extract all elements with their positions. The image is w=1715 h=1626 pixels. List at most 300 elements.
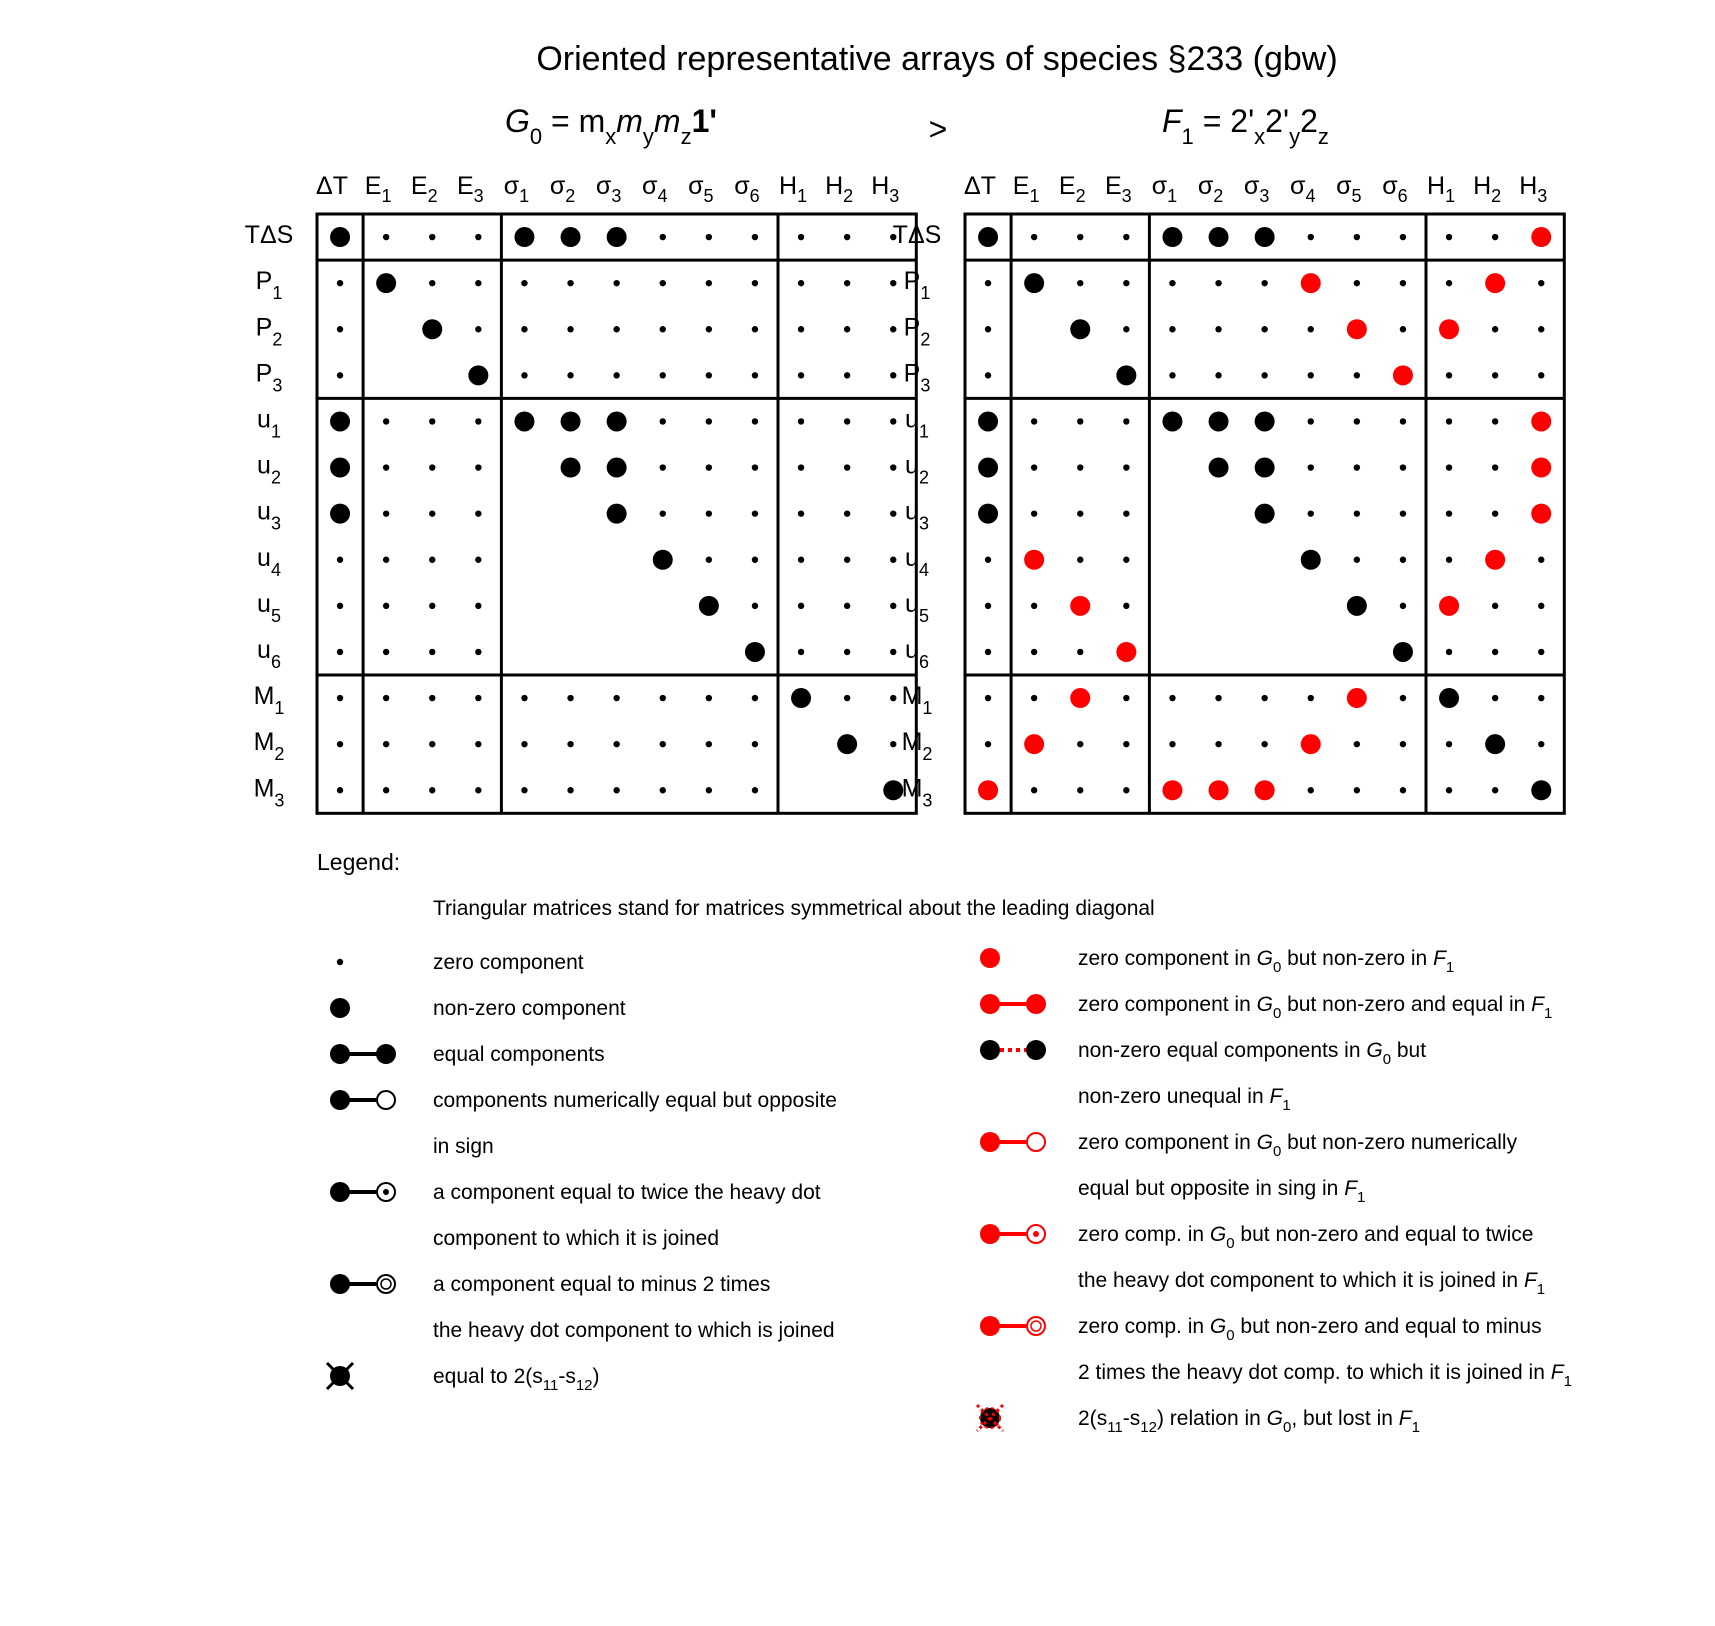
relation-symbol: > <box>928 111 948 147</box>
nonzero-component-dot <box>330 227 350 247</box>
zero-component-dot <box>1031 603 1037 609</box>
nonzero-component-dot <box>1347 596 1367 616</box>
column-header: $H_2$ <box>825 172 854 206</box>
zero-component-dot <box>613 787 619 793</box>
zero-component-dot <box>567 741 573 747</box>
legend-text: $2(s_{11}-s_{12})$ relation in $G_0$, but lost in $F_1$ <box>1078 1407 1420 1436</box>
legend <box>317 849 1572 1436</box>
column-header: ΔT <box>316 172 349 200</box>
group-label-f1 <box>1162 103 1329 149</box>
zero-component-dot <box>1538 741 1544 747</box>
row-header: $P_2$ <box>255 313 283 350</box>
zero-component-dot <box>383 464 389 470</box>
zero-component-dot <box>844 234 850 240</box>
zero-component-dot <box>985 741 991 747</box>
legend-text: the heavy dot component to which is joined <box>433 1319 835 1342</box>
zero-component-dot <box>521 372 527 378</box>
zero-component-dot <box>1354 418 1360 424</box>
zero-component-dot <box>475 695 481 701</box>
zero-component-dot <box>337 372 343 378</box>
zero-component-dot <box>383 234 389 240</box>
zero-component-dot <box>844 418 850 424</box>
zero-component-dot <box>890 557 896 563</box>
zero-component-dot <box>1400 741 1406 747</box>
zero-component-dot <box>706 372 712 378</box>
zero-component-dot <box>1446 649 1452 655</box>
row-header: $P_1$ <box>903 267 931 304</box>
zero-component-dot <box>1492 418 1498 424</box>
column-header: $H_3$ <box>871 172 900 206</box>
zero-component-dot <box>1123 234 1129 240</box>
zero-component-dot <box>1215 326 1221 332</box>
zero-component-dot <box>475 649 481 655</box>
column-header: $\sigma_5$ <box>1336 172 1362 206</box>
zero-component-dot <box>1123 418 1129 424</box>
zero-component-dot <box>475 603 481 609</box>
row-header: $u_2$ <box>905 451 929 488</box>
zero-component-dot <box>660 787 666 793</box>
legend-text: non-zero equal components in $G_0$ but <box>1078 1039 1427 1068</box>
zero-component-dot <box>890 603 896 609</box>
zero-component-dot <box>1354 510 1360 516</box>
zero-component-dot <box>798 372 804 378</box>
zero-component-dot <box>1031 464 1037 470</box>
nonzero-component-dot <box>376 273 396 293</box>
legend-text: non-zero component <box>433 997 626 1020</box>
zero-component-dot <box>798 326 804 332</box>
new-nonzero-component-dot <box>1347 319 1367 339</box>
zero-component-dot <box>1077 557 1083 563</box>
zero-component-dot <box>1308 234 1314 240</box>
nonzero-component-dot <box>883 780 903 800</box>
row-header: $M_3$ <box>901 774 933 811</box>
zero-component-dot <box>890 418 896 424</box>
zero-component-dot <box>613 326 619 332</box>
red-cross-dot-icon <box>977 1405 1003 1431</box>
zero-component-dot <box>1031 695 1037 701</box>
zero-component-dot <box>521 695 527 701</box>
zero-component-dot <box>1077 649 1083 655</box>
red-twice-pair-icon <box>980 1224 1045 1244</box>
zero-component-dot <box>1215 695 1221 701</box>
zero-component-dot <box>1446 234 1452 240</box>
zero-component-dot <box>660 741 666 747</box>
zero-component-dot <box>521 280 527 286</box>
zero-component-dot <box>1354 280 1360 286</box>
new-nonzero-component-dot <box>1393 365 1413 385</box>
legend-text: equal but opposite in sing in $F_1$ <box>1078 1177 1366 1206</box>
dotted-pair-icon <box>980 1040 1046 1060</box>
zero-component-dot <box>985 695 991 701</box>
column-header: $E_3$ <box>456 172 484 206</box>
row-header: TΔS <box>244 221 294 250</box>
zero-component-dot <box>1446 464 1452 470</box>
zero-component-dot <box>337 280 343 286</box>
row-header: $M_2$ <box>253 728 285 765</box>
zero-component-dot <box>1308 418 1314 424</box>
legend-text: zero component in $G_0$ but non-zero numerically <box>1078 1131 1518 1160</box>
matrix-g0 <box>245 172 917 813</box>
row-header: $u_1$ <box>905 405 929 442</box>
zero-component-dot <box>890 510 896 516</box>
zero-component-dot <box>521 787 527 793</box>
zero-component-dot <box>844 510 850 516</box>
nonzero-component-dot <box>607 411 627 431</box>
zero-component-dot <box>429 741 435 747</box>
zero-component-dot <box>1446 372 1452 378</box>
zero-component-dot <box>337 649 343 655</box>
zero-component-dot <box>613 695 619 701</box>
row-header: $u_4$ <box>257 543 281 580</box>
zero-component-dot <box>844 557 850 563</box>
column-header: $E_1$ <box>364 172 392 206</box>
zero-component-dot <box>1446 787 1452 793</box>
zero-component-dot <box>660 280 666 286</box>
legend-text: in sign <box>433 1135 494 1158</box>
zero-component-dot <box>1077 418 1083 424</box>
zero-component-dot <box>1400 695 1406 701</box>
zero-component-dot <box>985 280 991 286</box>
zero-component-dot <box>706 741 712 747</box>
zero-component-dot <box>613 372 619 378</box>
zero-component-dot <box>1169 280 1175 286</box>
zero-component-dot <box>1123 280 1129 286</box>
zero-component-dot <box>1077 234 1083 240</box>
zero-component-dot <box>798 464 804 470</box>
zero-component-dot <box>1123 787 1129 793</box>
legend-text: component to which it is joined <box>433 1227 719 1250</box>
new-nonzero-component-dot <box>1531 458 1551 478</box>
minus-twice-pair-icon <box>330 1274 395 1294</box>
column-header: $\sigma_3$ <box>1243 172 1270 206</box>
zero-component-dot <box>798 510 804 516</box>
legend-text: 2 times the heavy dot comp. to which it is joined in $F_1$ <box>1078 1361 1572 1390</box>
zero-component-dot <box>1261 326 1267 332</box>
row-header: $u_2$ <box>257 451 281 488</box>
zero-component-dot <box>429 557 435 563</box>
zero-component-dot <box>844 649 850 655</box>
zero-component-dot <box>1492 510 1498 516</box>
nonzero-component-dot <box>514 227 534 247</box>
zero-component-dot <box>1446 418 1452 424</box>
row-header: $P_3$ <box>255 359 283 396</box>
small-dot-icon <box>337 959 343 965</box>
nonzero-component-dot <box>1162 227 1182 247</box>
zero-component-dot <box>1123 695 1129 701</box>
zero-component-dot <box>1215 741 1221 747</box>
zero-component-dot <box>1400 787 1406 793</box>
zero-component-dot <box>383 741 389 747</box>
zero-component-dot <box>337 603 343 609</box>
zero-component-dot <box>706 326 712 332</box>
zero-component-dot <box>383 418 389 424</box>
red-equal-pair-icon <box>980 994 1046 1014</box>
equal-pair-icon <box>330 1044 396 1064</box>
group-formula: $G_0 = m_xm_ym_z1'$ <box>505 103 717 149</box>
zero-component-dot <box>475 741 481 747</box>
zero-component-dot <box>1031 649 1037 655</box>
new-nonzero-component-dot <box>1439 319 1459 339</box>
legend-text: zero component in $G_0$ but non-zero and equal in $F_1$ <box>1078 993 1553 1022</box>
red-minus-twice-pair-icon <box>980 1316 1045 1336</box>
nonzero-component-dot <box>1116 365 1136 385</box>
zero-component-dot <box>383 787 389 793</box>
nonzero-component-dot <box>1070 319 1090 339</box>
zero-component-dot <box>1354 464 1360 470</box>
zero-component-dot <box>844 464 850 470</box>
zero-component-dot <box>475 510 481 516</box>
column-header: $E_2$ <box>1058 172 1086 206</box>
zero-component-dot <box>383 557 389 563</box>
zero-component-dot <box>706 234 712 240</box>
row-header: $M_1$ <box>253 682 285 719</box>
nonzero-component-dot <box>422 319 442 339</box>
new-nonzero-component-dot <box>1531 411 1551 431</box>
zero-component-dot <box>1308 372 1314 378</box>
row-header: $u_3$ <box>905 497 929 534</box>
zero-component-dot <box>429 787 435 793</box>
column-header: $E_3$ <box>1104 172 1132 206</box>
column-header: $E_1$ <box>1012 172 1040 206</box>
row-header: $P_2$ <box>903 313 931 350</box>
row-header: $M_2$ <box>901 728 933 765</box>
zero-component-dot <box>521 741 527 747</box>
zero-component-dot <box>1031 787 1037 793</box>
zero-component-dot <box>1400 326 1406 332</box>
zero-component-dot <box>844 326 850 332</box>
zero-component-dot <box>1123 464 1129 470</box>
legend-note: Triangular matrices stand for matrices symmetrical about the leading diagonal <box>433 897 1155 920</box>
column-header: $H_1$ <box>1427 172 1456 206</box>
zero-component-dot <box>1492 649 1498 655</box>
zero-component-dot <box>429 418 435 424</box>
column-header: $H_1$ <box>779 172 808 206</box>
nonzero-component-dot <box>1162 411 1182 431</box>
zero-component-dot <box>706 280 712 286</box>
zero-component-dot <box>337 741 343 747</box>
zero-component-dot <box>429 695 435 701</box>
column-header: ΔT <box>964 172 997 200</box>
legend-text: zero component <box>433 951 584 974</box>
legend-heading: Legend: <box>317 849 401 875</box>
nonzero-component-dot <box>699 596 719 616</box>
zero-component-dot <box>985 326 991 332</box>
twice-pair-icon <box>330 1182 395 1202</box>
group-label-g0 <box>505 103 717 149</box>
new-nonzero-component-dot <box>1531 227 1551 247</box>
row-header: $u_1$ <box>257 405 281 442</box>
nonzero-component-dot <box>1531 780 1551 800</box>
zero-component-dot <box>752 464 758 470</box>
zero-component-dot <box>798 418 804 424</box>
zero-component-dot <box>890 280 896 286</box>
new-nonzero-component-dot <box>1255 780 1275 800</box>
zero-component-dot <box>567 280 573 286</box>
zero-component-dot <box>1308 464 1314 470</box>
nonzero-component-dot <box>330 504 350 524</box>
zero-component-dot <box>475 418 481 424</box>
zero-component-dot <box>752 326 758 332</box>
nonzero-component-dot <box>1209 411 1229 431</box>
zero-component-dot <box>383 510 389 516</box>
zero-component-dot <box>1400 280 1406 286</box>
nonzero-component-dot <box>1209 458 1229 478</box>
nonzero-component-dot <box>978 227 998 247</box>
column-header: $H_2$ <box>1473 172 1502 206</box>
legend-text: equal components <box>433 1043 605 1066</box>
row-header: $u_6$ <box>905 635 929 672</box>
column-header: $\sigma_4$ <box>1290 172 1316 206</box>
zero-component-dot <box>429 649 435 655</box>
nonzero-component-dot <box>791 688 811 708</box>
matrix-f1 <box>893 172 1565 813</box>
zero-component-dot <box>1538 280 1544 286</box>
new-nonzero-component-dot <box>1347 688 1367 708</box>
zero-component-dot <box>660 372 666 378</box>
zero-component-dot <box>752 695 758 701</box>
row-header: $u_6$ <box>257 635 281 672</box>
zero-component-dot <box>475 234 481 240</box>
zero-component-dot <box>613 280 619 286</box>
zero-component-dot <box>1031 234 1037 240</box>
row-header: $u_5$ <box>257 589 281 626</box>
zero-component-dot <box>1400 418 1406 424</box>
zero-component-dot <box>1123 603 1129 609</box>
zero-component-dot <box>1215 372 1221 378</box>
zero-component-dot <box>567 326 573 332</box>
zero-component-dot <box>985 603 991 609</box>
zero-component-dot <box>660 510 666 516</box>
zero-component-dot <box>752 372 758 378</box>
zero-component-dot <box>660 418 666 424</box>
zero-component-dot <box>1077 464 1083 470</box>
zero-component-dot <box>798 557 804 563</box>
zero-component-dot <box>1308 326 1314 332</box>
zero-component-dot <box>1308 787 1314 793</box>
opposite-pair-icon <box>330 1090 395 1110</box>
zero-component-dot <box>337 326 343 332</box>
legend-text: equal to $2(s_{11}-s_{12})$ <box>433 1365 600 1394</box>
zero-component-dot <box>1492 326 1498 332</box>
row-header: $u_5$ <box>905 589 929 626</box>
zero-component-dot <box>1446 741 1452 747</box>
zero-component-dot <box>1077 741 1083 747</box>
new-nonzero-component-dot <box>1070 596 1090 616</box>
zero-component-dot <box>798 280 804 286</box>
nonzero-component-dot <box>561 227 581 247</box>
legend-text: non-zero unequal in $F_1$ <box>1078 1085 1291 1114</box>
zero-component-dot <box>1261 372 1267 378</box>
zero-component-dot <box>567 787 573 793</box>
zero-component-dot <box>521 326 527 332</box>
zero-component-dot <box>798 649 804 655</box>
column-header: $\sigma_1$ <box>503 172 530 206</box>
zero-component-dot <box>1400 464 1406 470</box>
column-header: $\sigma_2$ <box>1197 172 1224 206</box>
zero-component-dot <box>844 280 850 286</box>
zero-component-dot <box>1538 557 1544 563</box>
zero-component-dot <box>660 234 666 240</box>
zero-component-dot <box>752 603 758 609</box>
zero-component-dot <box>1354 741 1360 747</box>
legend-text: a component equal to minus 2 times <box>433 1273 771 1296</box>
zero-component-dot <box>429 603 435 609</box>
nonzero-component-dot <box>745 642 765 662</box>
zero-component-dot <box>752 418 758 424</box>
zero-component-dot <box>985 372 991 378</box>
zero-component-dot <box>1400 557 1406 563</box>
zero-component-dot <box>706 510 712 516</box>
nonzero-component-dot <box>1255 504 1275 524</box>
zero-component-dot <box>844 603 850 609</box>
nonzero-component-dot <box>514 411 534 431</box>
nonzero-component-dot <box>468 365 488 385</box>
zero-component-dot <box>1308 510 1314 516</box>
new-nonzero-component-dot <box>1162 780 1182 800</box>
zero-component-dot <box>1354 372 1360 378</box>
row-header: $P_1$ <box>255 267 283 304</box>
zero-component-dot <box>752 510 758 516</box>
zero-component-dot <box>337 695 343 701</box>
zero-component-dot <box>1400 234 1406 240</box>
nonzero-component-dot <box>1255 227 1275 247</box>
zero-component-dot <box>613 741 619 747</box>
zero-component-dot <box>844 695 850 701</box>
zero-component-dot <box>752 234 758 240</box>
zero-component-dot <box>1123 557 1129 563</box>
zero-component-dot <box>985 649 991 655</box>
zero-component-dot <box>337 787 343 793</box>
zero-component-dot <box>1492 695 1498 701</box>
zero-component-dot <box>844 372 850 378</box>
nonzero-component-dot <box>653 550 673 570</box>
column-header: $\sigma_6$ <box>1382 172 1408 206</box>
group-formula: $F_1 = 2'_x2'_y2_z$ <box>1162 103 1329 149</box>
zero-component-dot <box>1538 695 1544 701</box>
zero-component-dot <box>985 557 991 563</box>
zero-component-dot <box>475 464 481 470</box>
zero-component-dot <box>660 695 666 701</box>
zero-component-dot <box>706 418 712 424</box>
row-header: $M_1$ <box>901 682 933 719</box>
zero-component-dot <box>706 557 712 563</box>
zero-component-dot <box>1354 787 1360 793</box>
zero-component-dot <box>475 280 481 286</box>
column-header: $\sigma_2$ <box>549 172 576 206</box>
new-nonzero-component-dot <box>1439 596 1459 616</box>
nonzero-component-dot <box>330 411 350 431</box>
zero-component-dot <box>752 280 758 286</box>
zero-component-dot <box>1169 326 1175 332</box>
zero-component-dot <box>429 234 435 240</box>
zero-component-dot <box>567 372 573 378</box>
zero-component-dot <box>1077 510 1083 516</box>
zero-component-dot <box>1538 372 1544 378</box>
zero-component-dot <box>1308 695 1314 701</box>
nonzero-component-dot <box>978 411 998 431</box>
zero-component-dot <box>383 649 389 655</box>
zero-component-dot <box>890 649 896 655</box>
zero-component-dot <box>337 557 343 563</box>
zero-component-dot <box>1446 557 1452 563</box>
zero-component-dot <box>1077 280 1083 286</box>
new-nonzero-component-dot <box>1024 550 1044 570</box>
nonzero-component-dot <box>1209 227 1229 247</box>
zero-component-dot <box>1123 741 1129 747</box>
legend-text: components numerically equal but opposite <box>433 1089 837 1112</box>
zero-component-dot <box>798 234 804 240</box>
nonzero-component-dot <box>607 458 627 478</box>
